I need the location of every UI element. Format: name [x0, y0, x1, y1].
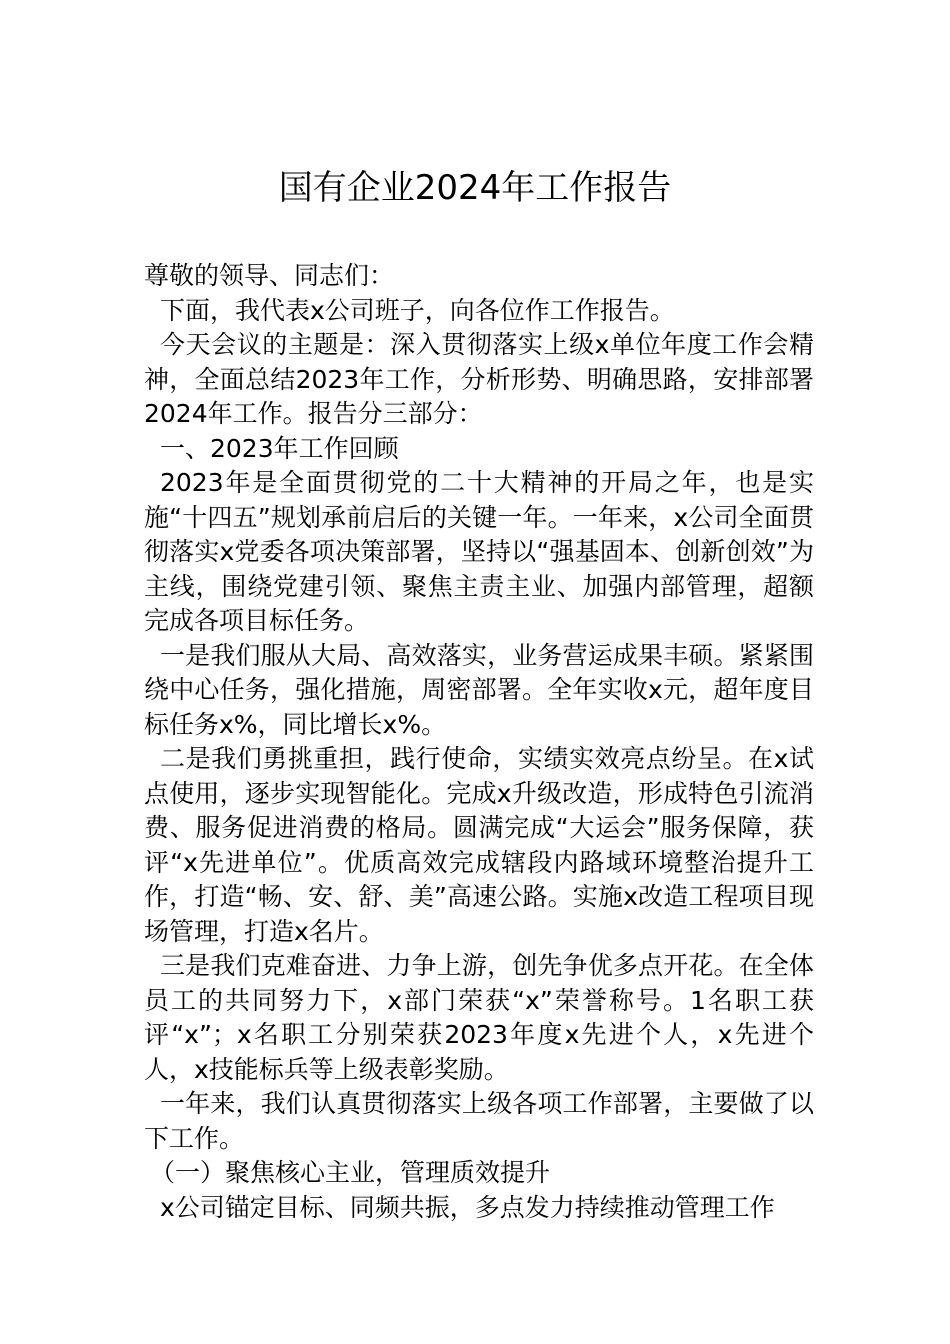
document-body	[144, 259, 814, 1225]
paragraph-review-summary: 2023年是全面贯彻党的二十大精神的开局之年，也是实施“十四五”规划承前启后的关键一年。一年来，x公司全面贯彻落实x党委各项决策部署，坚持以“强基固本、创新创效”为主线，围绕党建引领、聚焦主责主业、加强内部管理，超额完成各项目标任务。	[144, 468, 814, 635]
paragraph-point-one: 一是我们服从大局、高效落实，业务营运成果丰硕。紧紧围绕中心任务，强化措施，周密部署。全年实收x元，超年度目标任务x%，同比增长x%。	[144, 640, 814, 739]
section-heading-review: 一、2023年工作回顾	[160, 433, 399, 463]
paragraph-meeting-theme: 今天会议的主题是：深入贯彻落实上级x单位年度工作会精神，全面总结2023年工作，分析形势、明确思路，安排部署2024年工作。报告分三部分：	[144, 330, 814, 428]
salutation: 尊敬的领导、同志们：	[144, 261, 395, 290]
paragraph-year-summary: 一年来，我们认真贯彻落实上级各项工作部署，主要做了以下工作。	[144, 1089, 814, 1153]
paragraph-point-three: 三是我们克难奋进、力争上游，创先争优多点开花。在全体员工的共同努力下，x部门荣获“x”荣誉称号。1名职工获评“x”；x名职工分别荣获2023年度x先进个人，x先进个人，x技能标兵等上级表彰奖励。	[144, 951, 814, 1084]
paragraph-point-two: 二是我们勇挑重担，践行使命，实绩实效亮点纷呈。在x试点使用，逐步实现智能化。完成x升级改造，形成特色引流消费、服务促进消费的格局。圆满完成“大运会”服务保障，获评“x先进单位”。优质高效完成辖段内路域环境整治提升工作，打造“畅、安、舒、美”高速公路。实施x改造工程项目现场管理，打造x名片。	[144, 744, 814, 946]
subsection-heading-core-business: （一）聚焦核心主业，管理质效提升	[150, 1158, 551, 1187]
paragraph-intro: 下面，我代表x公司班子，向各位作工作报告。	[160, 295, 675, 325]
document-title: 国有企业2024年工作报告	[278, 168, 672, 208]
paragraph-core-business: x公司锚定目标、同频共振，多点发力持续推动管理工作	[160, 1192, 775, 1222]
